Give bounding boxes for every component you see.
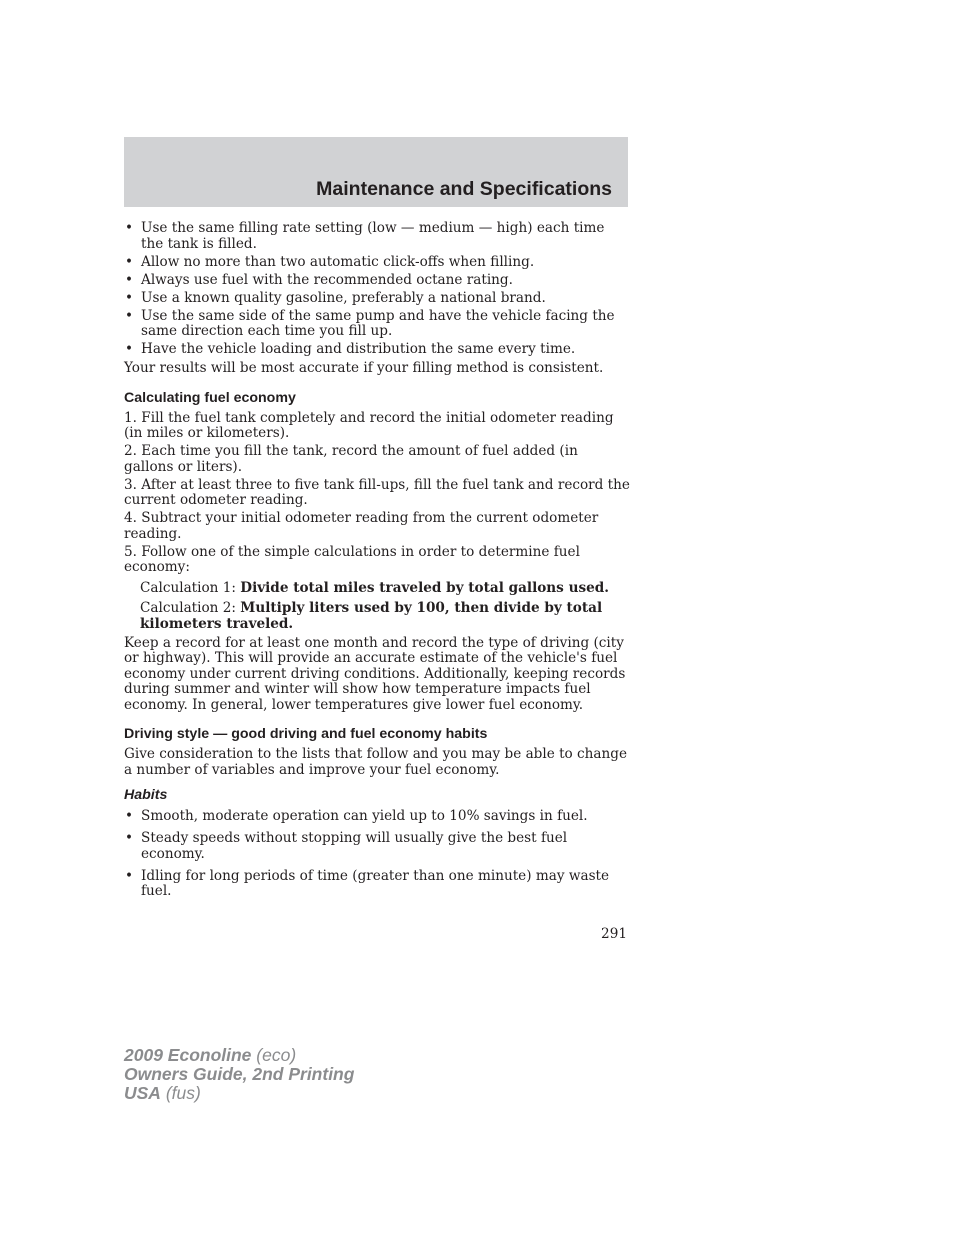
section-header-band (124, 137, 628, 207)
list-item: • Use the same side of the same pump and have the vehicle facing the same direction each time you fill up. (125, 307, 615, 339)
step-item: 5. Follow one of the simple calculations in order to determine fuel economy: (124, 543, 580, 575)
calculation-2: Calculation 2: Multiply liters used by 100, then divide by total kilometers traveled. (140, 600, 603, 632)
list-item: • Always use fuel with the recommended octane rating. (125, 271, 513, 288)
page-content (124, 221, 630, 906)
list-item: • Idling for long periods of time (greater than one minute) may waste fuel. (125, 867, 610, 899)
habits-list (124, 809, 630, 900)
filling-tips-list (124, 221, 630, 358)
list-item: • Use the same filling rate setting (low — medium — high) each time the tank is filled. (125, 220, 605, 252)
section-title: Maintenance and Specifications (316, 178, 612, 200)
bullet-icon: • (125, 808, 134, 824)
list-item: • Smooth, moderate operation can yield up to 10% savings in fuel. (125, 808, 588, 824)
list-item: • Use a known quality gasoline, preferably a national brand. (125, 289, 546, 306)
bullet-icon: • (125, 341, 134, 357)
bullet-icon: • (125, 307, 134, 324)
bullet-icon: • (125, 271, 134, 288)
list-item: • Steady speeds without stopping will usually give the best fuel economy. (125, 830, 568, 862)
driving-style-heading: Driving style — good driving and fuel economy habits (124, 726, 488, 742)
footer-guide-line: Owners Guide, 2nd Printing (124, 1064, 355, 1084)
bullet-icon: • (125, 289, 134, 306)
bullet-icon: • (125, 220, 134, 236)
bullet-icon: • (125, 867, 134, 884)
footer-imprint (124, 1046, 354, 1103)
list-item: • Have the vehicle loading and distribution the same every time. (125, 341, 576, 357)
results-note: Your results will be most accurate if your filling method is consistent. (124, 360, 604, 376)
record-note: Keep a record for at least one month and record the type of driving (city or highway). This will provide an accurate estimate of the vehicle's fuel economy under current driving conditions. Additionally, keeping records during summer and winter will show how temperature impacts fuel economy. In general, lower temperatures give lower fuel economy. (124, 634, 626, 713)
calculation-steps (124, 411, 630, 576)
step-item: 1. Fill the fuel tank completely and record the initial odometer reading (in miles or kilometers). (124, 409, 614, 441)
habits-heading: Habits (124, 787, 168, 803)
page-number: 291 (601, 926, 627, 942)
step-item: 3. After at least three to five tank fill-ups, fill the fuel tank and record the current odometer reading. (124, 476, 630, 508)
calculation-1: Calculation 1: Divide total miles traveled by total gallons used. (140, 579, 609, 596)
footer-model-line: 2009 Econoline (eco) (124, 1045, 297, 1065)
calculating-heading: Calculating fuel economy (124, 389, 296, 406)
bullet-icon: • (125, 830, 134, 846)
bullet-icon: • (125, 253, 134, 270)
step-item: 4. Subtract your initial odometer reading from the current odometer reading. (124, 510, 599, 542)
footer-market-line: USA (fus) (124, 1083, 201, 1103)
list-item: • Allow no more than two automatic click-offs when filling. (125, 253, 535, 270)
step-item: 2. Each time you fill the tank, record the amount of fuel added (in gallons or liters). (124, 443, 578, 475)
driving-style-intro: Give consideration to the lists that follow and you may be able to change a number of variables and improve your fuel economy. (124, 746, 628, 778)
